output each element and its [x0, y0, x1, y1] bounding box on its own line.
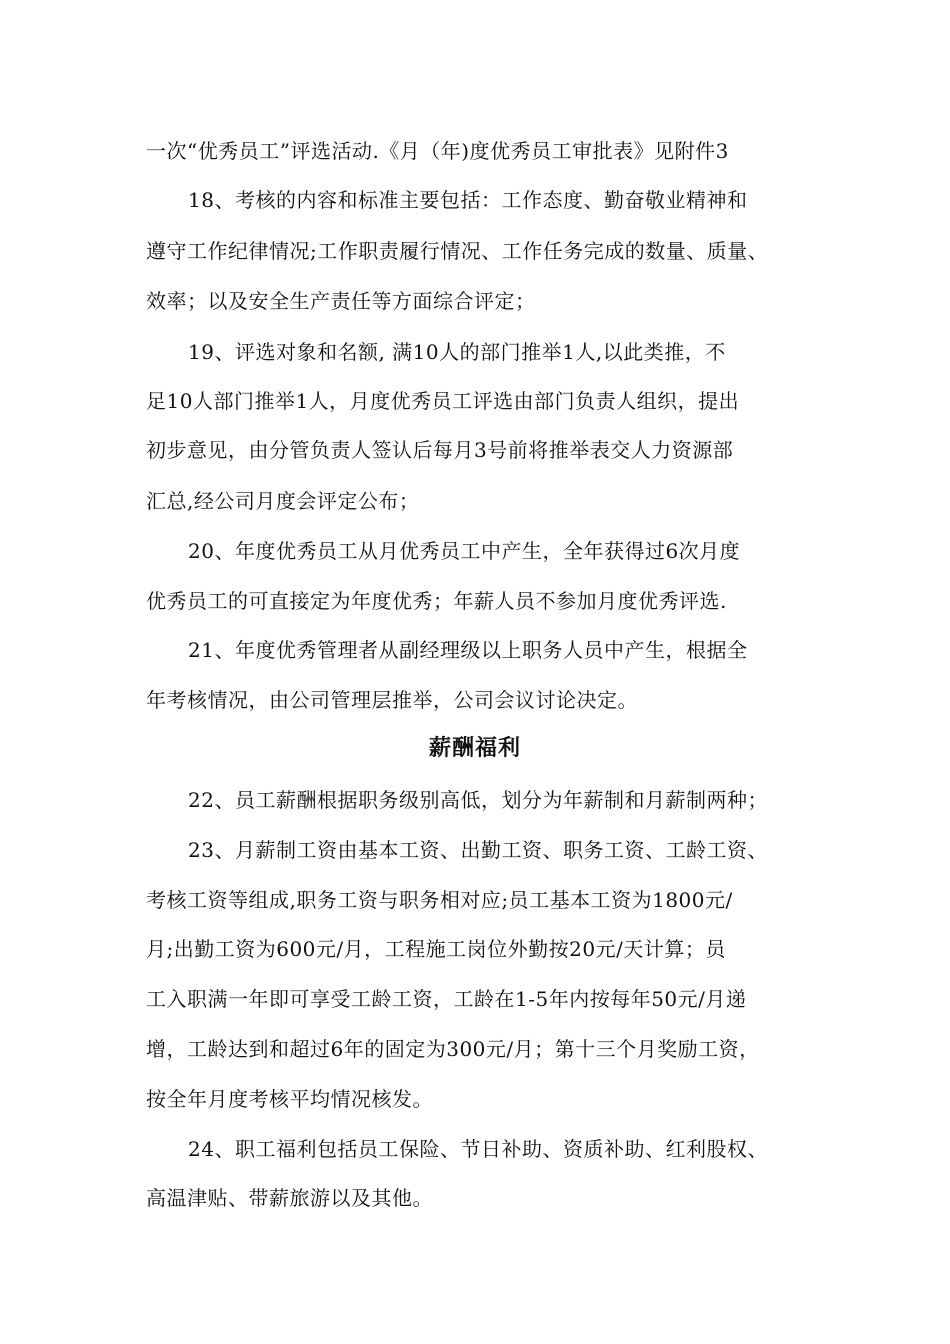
text-line: 增，工龄达到和超过6年的固定为300元/月；第十三个月奖励工资， [146, 1037, 760, 1061]
text-line: 一次“优秀员工”评选活动.《月（年)度优秀员工审批表》见附件3 [146, 139, 729, 163]
text-line: 优秀员工的可直接定为年度优秀；年薪人员不参加月度优秀评选. [146, 589, 727, 613]
text-line: 年考核情况，由公司管理层推举，公司会议讨论决定。 [146, 688, 638, 712]
text-line: 22、员工薪酬根据职务级别高低，划分为年薪制和月薪制两种； [188, 788, 768, 812]
text-line: 初步意见，由分管负责人签认后每月3号前将推举表交人力资源部 [146, 438, 734, 462]
text-line: 20、年度优秀员工从月优秀员工中产生，全年获得过6次月度 [188, 539, 741, 563]
text-line: 21、年度优秀管理者从副经理级以上职务人员中产生，根据全 [188, 638, 748, 662]
text-line: 汇总,经公司月度会评定公布； [146, 489, 420, 513]
text-line: 18、考核的内容和标准主要包括：工作态度、勤奋敬业精神和 [188, 188, 748, 212]
section-heading: 薪酬福利 [428, 736, 521, 761]
text-line: 效率；以及安全生产责任等方面综合评定； [146, 289, 536, 313]
text-line: 月;出勤工资为600元/月，工程施工岗位外勤按20元/天计算；员 [146, 937, 726, 961]
text-line: 考核工资等组成,职务工资与职务相对应;员工基本工资为1800元/ [146, 888, 733, 912]
text-line: 高温津贴、带薪旅游以及其他。 [146, 1186, 433, 1210]
text-line: 19、评选对象和名额, 满10人的部门推举1人,以此类推，不 [188, 340, 726, 364]
text-line: 工入职满一年即可享受工龄工资，工龄在1-5年内按每年50元/月递 [146, 987, 747, 1011]
text-line: 遵守工作纪律情况;工作职责履行情况、工作任务完成的数量、质量、 [146, 239, 769, 263]
text-line: 23、月薪制工资由基本工资、出勤工资、职务工资、工龄工资、 [188, 838, 768, 862]
text-line: 足10人部门推举1人，月度优秀员工评选由部门负责人组织，提出 [146, 389, 740, 413]
text-line: 按全年月度考核平均情况核发。 [146, 1087, 433, 1111]
text-line: 24、职工福利包括员工保险、节日补助、资质补助、红利股权、 [188, 1137, 768, 1161]
